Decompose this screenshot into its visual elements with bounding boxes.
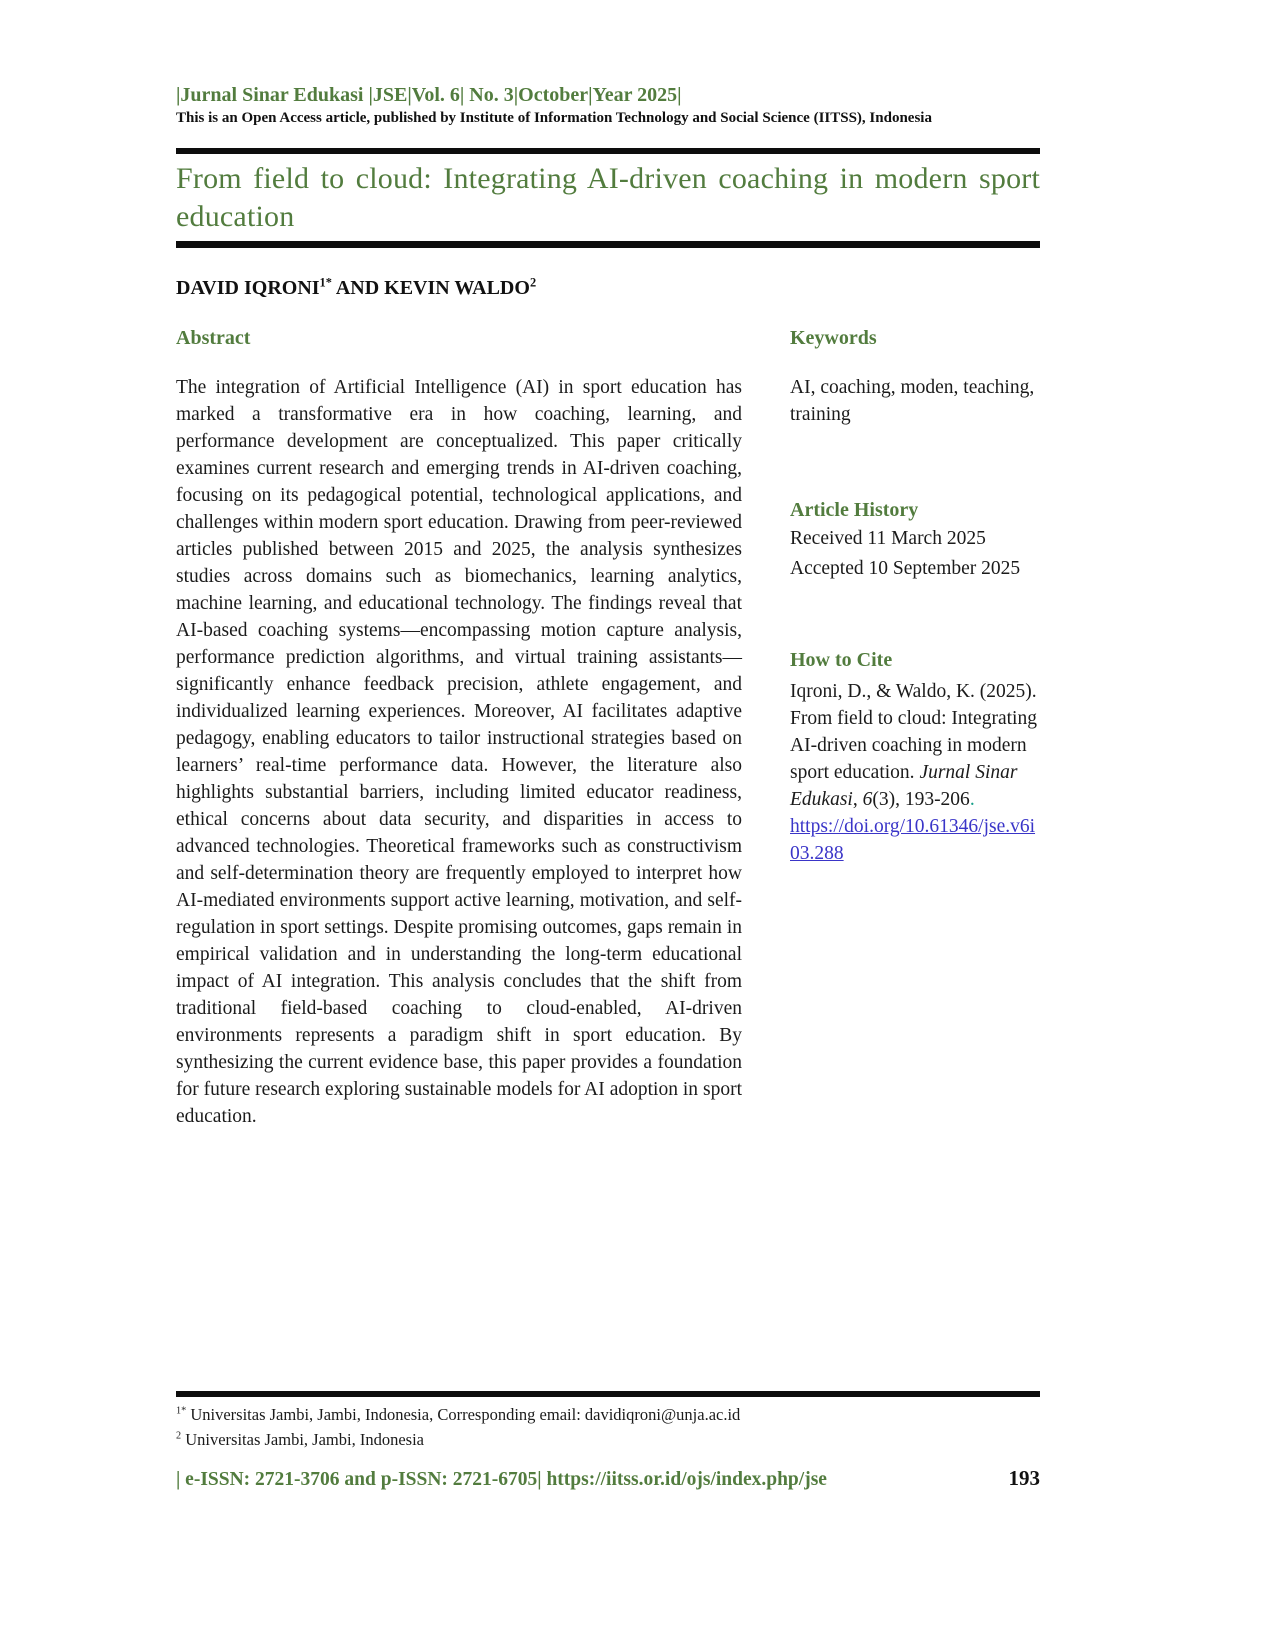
footnote-2 (176, 1427, 1040, 1452)
abstract-heading: Abstract (176, 327, 251, 349)
footnotes (176, 1402, 1040, 1452)
author-1-superscript: 1* (319, 275, 332, 290)
footnote-1 (176, 1402, 1040, 1427)
abstract-text: The integration of Artificial Intelligence (AI) in sport education has marked a transformative era in how coaching, learning, and performance development are conceptualized. This paper critically examines current research and emerging trends in AI-driven coaching, focusing on its pedagogical potential, technological applications, and challenges within modern sport education. Drawing from peer-reviewed articles published between 2015 and 2025, the analysis synthesizes studies across domains such as biomechanics, learning analytics, machine learning, and educational technology. The findings reveal that AI-based coaching systems—encompassing motion capture analysis, performance prediction algorithms, and virtual training assistants—significantly enhance feedback precision, athlete engagement, and individualized learning experiences. Moreover, AI facilitates adaptive pedagogy, enabling educators to tailor instructional strategies based on learners’ real-time performance data. However, the literature also highlights substantial barriers, including limited educator readiness, ethical concerns about data security, and disparities in access to advanced technologies. Theoretical frameworks such as constructivism and self-determination theory are frequently employed to interpret how AI-mediated environments support active learning, motivation, and self-regulation in sport settings. Despite promising outcomes, gaps remain in empirical validation and in understanding the long-term educational impact of AI integration. This analysis concludes that the shift from traditional field-based coaching to cloud-enabled, AI-driven environments represents a paradigm shift in sport education. By synthesizing the current evidence base, this paper provides a foundation for future research exploring sustainable models for AI adoption in sport education. (176, 377, 742, 1127)
footnote-rule (176, 1391, 1040, 1397)
article-history-heading: Article History (790, 499, 919, 521)
author-2-name: AND KEVIN WALDO (331, 277, 530, 299)
author-1-name: DAVID IQRONI (176, 277, 320, 299)
citation-journal-name: Jurnal Sinar Edukasi (790, 762, 1018, 810)
article-title: From field to cloud: Integrating AI-driven coaching in modern sport education (176, 162, 1040, 233)
citation-separator: , (852, 789, 863, 810)
journal-header: |Jurnal Sinar Edukasi |JSE|Vol. 6| No. 3|October|Year 2025| (176, 84, 682, 106)
doi-link[interactable]: https://doi.org/10.61346/jse.v6i03.288 (790, 816, 1036, 864)
title-rule-bottom (176, 241, 1040, 248)
title-rule-top (176, 148, 1040, 154)
citation-issue-pages: (3), 193-206 (872, 789, 970, 810)
authors-line (176, 276, 1040, 300)
footnote-1-superscript: 1* (176, 1405, 187, 1417)
metadata-column (790, 326, 1040, 1130)
citation-volume: 6 (862, 789, 873, 810)
keywords-text: AI, coaching, moden, teaching, training (790, 377, 1035, 425)
issn-line: | e-ISSN: 2721-3706 and p-ISSN: 2721-6705| https://iitss.or.id/ojs/index.php/jse (176, 1469, 827, 1490)
page-footer (176, 1466, 1040, 1491)
author-2-superscript: 2 (529, 275, 537, 290)
open-access-statement: This is an Open Access article, published by Institute of Information Technology and Social Science (IITSS), Indonesia (176, 110, 932, 126)
citation-text (790, 678, 1040, 867)
how-to-cite-heading: How to Cite (790, 649, 893, 671)
citation-terminal-dot: . (969, 789, 975, 810)
article-page (176, 0, 1040, 1650)
accepted-date: Accepted 10 September 2025 (790, 558, 1021, 579)
footnote-2-superscript: 2 (176, 1430, 182, 1442)
keywords-heading: Keywords (790, 327, 877, 349)
abstract-column (176, 326, 742, 1130)
page-number: 193 (1008, 1466, 1040, 1490)
received-date: Received 11 March 2025 (790, 528, 986, 549)
content-columns (176, 326, 1040, 1130)
citation-authors-title: Iqroni, D., & Waldo, K. (2025). From field to cloud: Integrating AI-driven coaching in modern sport education. (790, 681, 1037, 783)
footnote-1-text: Universitas Jambi, Jambi, Indonesia, Corresponding email: davidiqroni@unja.ac.id (186, 1405, 741, 1424)
footnote-2-text: Universitas Jambi, Jambi, Indonesia (181, 1430, 424, 1449)
